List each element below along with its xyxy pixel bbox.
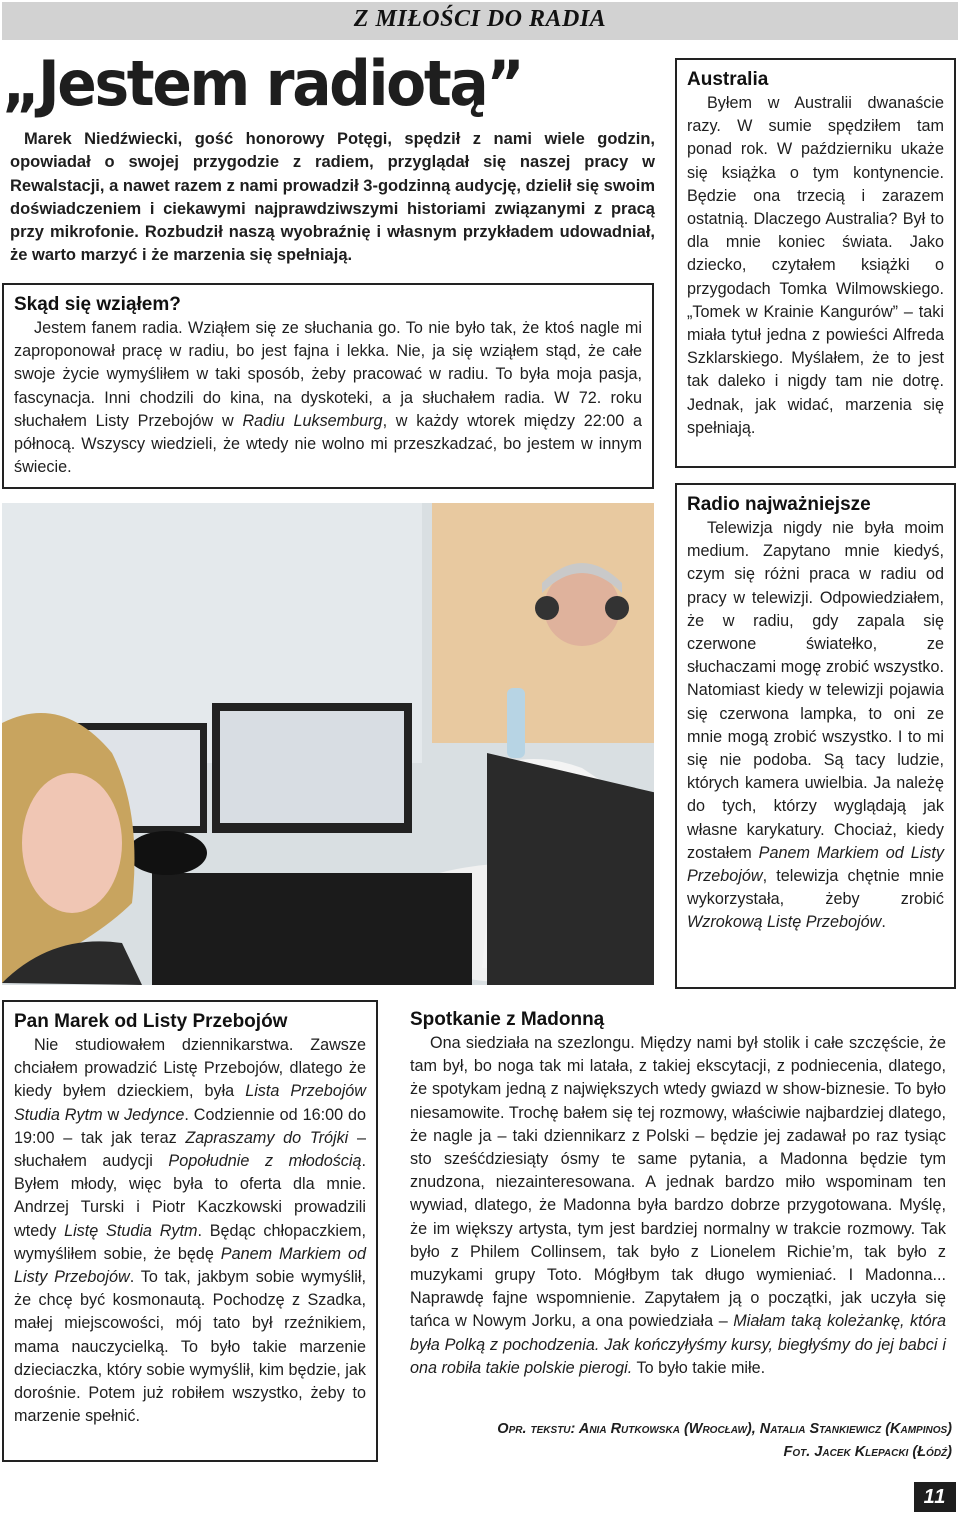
box-text: [687, 92, 944, 440]
credit-text-authors: Opr. tekstu: Ania Rutkowska (Wrocław), Natalia Stankiewicz (Kampinos): [497, 1421, 952, 1437]
text-part: Jestem fanem radia. Wziąłem się ze słuchania go. To nie było tak, że ktoś nagle mi zaproponował pracę w radiu, bo jest fajna i lekka. Nie, ja się wziąłem stąd, że całe swoje życie wymyśliłem w taki sposób, żeby pracować w radiu. To była moja pasja, fascynacja. Inni chodzili do kina, na dyskoteki, a ja słuchałem radia. W 72. roku słuchałem Listy Przebojów w: [14, 319, 642, 430]
text-part: Telewizja nigdy nie była moim medium. Zapytano mnie kiedyś, czym się różni praca w radiu od pracy w telewizji. Odpowiedziałem, że w radiu, gdy zapala się czerwone światełko, ze słuchaczami mogę zrobić wszystko. Natomiast kiedy w telewizji pojawia się czerwona lampka, to oni ze mnie mogą zrobić wszystko. I to mi się nie podoba. Są tacy ludzie, których kamera uwielbia. Ja należę do tych, którzy wyglądają jak własne karykatury. Chociaż, kiedy zostałem: [687, 519, 944, 862]
italic-part: Listę Studia Rytm: [64, 1221, 198, 1240]
text-part: , telewizja chętnie mnie wykorzystała, żeby zrobić: [687, 867, 944, 909]
box-pan-marek: [2, 1000, 378, 1462]
box-spotkanie-z-madonna: [398, 998, 958, 1406]
article-headline: „Jestem radiotą”: [2, 47, 523, 120]
box-title: Spotkanie z Madonną: [410, 1009, 605, 1030]
box-title: Australia: [687, 69, 769, 90]
italic-part: Popołudnie z młodością: [168, 1152, 362, 1171]
studio-photo: [2, 503, 654, 985]
text-part: . Byłem młody, więc była to oferta dla mnie. Andrzej Turski i Piotr Kaczkowski prowadzili wtedy: [14, 1152, 366, 1240]
page-number: 11: [923, 1486, 947, 1508]
italic-part: Wzrokową Listę Przebojów: [687, 913, 882, 932]
text-part: . To tak, jakbym sobie wymyślił, że chcę być kosmonautą. Pochodzę z Szadka, małej miejscowości, mój tato był rzeźnikiem, mama nauczycielką. To było takie marzenie dzieciaczka, który sobie wymyślił, kim będzie, jak dorośnie. Potem już robiłem wszystko, żeby to marzenie spełnić.: [14, 1268, 366, 1426]
text-part: w: [102, 1105, 125, 1124]
text-part: Byłem w Australii dwanaście razy. W sumie spędziłem tam ponad rok. W październiku ukaże się książka o tym kontynencie. Będzie ona trzecią i zarazem ostatnią. Dlaczego Australia? Był to dla mnie koniec świata. Jako dziecko, czytałem książki o przygodach Tomka Wilmowskiego. „Tomek w Krainie Kangurów” – taki miała tytuł jedna z powieści Alfreda Szklarskiego. Myślałem, że to jest tak daleko i nigdy tam nie dotrę. Jednak, jak widać, marzenia się spełniają.: [687, 94, 944, 437]
text-part: Nie studiowałem dziennikarstwa. Zawsze chciałem prowadzić Listę Przebojów, dlatego że kiedy byłem dzieckiem, była: [14, 1036, 366, 1101]
credit-photo-author: Fot. Jacek Klepacki (Łódź): [783, 1444, 952, 1460]
text-part: .: [881, 913, 886, 932]
box-text: [687, 517, 944, 935]
box-title: Radio najważniejsze: [687, 494, 871, 515]
box-title: Pan Marek od Listy Przebojów: [14, 1011, 288, 1032]
italic-part: Panem Markiem od Listy Przebojów: [687, 843, 944, 886]
text-part: , w każdy wtorek między 22:00 a północą. Wszyscy wiedzieli, że wtedy nie wolno mi przeszkadzać, bo jestem w innym świecie.: [14, 411, 642, 477]
text-part: Ona siedziała na szezlongu. Między nami był stolik i całe szczęście, że tam był, bo noga tak mi latała, z takiej ekscytacji, z podniecenia, dlatego, że spotykam jedną z największych wtedy gwiazd w show-biznesie. To było niesamowite. Trochę bałem się tej rozmowy, właściwie najbardziej dlatego, że nagle ja – taki dziennikarz z Polski – będzie jej zadawał po raz tysiąc sto sześćdziesiąty ósmy te same pytania, a Madonna będzie tym znudzona, niezainteresowana. A jednak bardzo miło wspominam ten wywiad, dlatego, że Madonna była bardzo dobrze przygotowana. Myślę, że im większy artysta, tym jest bardziej normalny w trakcie rozmowy. Tak było z Philem Collinsem, tak było z Lionelem Richie’m, tak było z muzykami grupy Toto. Mógłbym tak długo wymieniać. I Madonna... Naprawdę fajne wspomnienie. Zapytałem ją o początki, jak uczyła się tańca w Nowym Jorku, a ona powiedziała –: [410, 1034, 946, 1331]
box-radio-najwazniejsze: [675, 483, 956, 989]
box-text: [14, 317, 642, 479]
text-part: . Codziennie od 16:00 do 19:00 – tak jak teraz: [14, 1105, 366, 1147]
box-title: Skąd się wziąłem?: [14, 294, 181, 315]
text-part: – słuchałem audycji: [14, 1128, 366, 1171]
article-intro: [10, 128, 655, 268]
italic-part: Panem Markiem od Listy Przebojów: [14, 1244, 366, 1287]
text-part: . Będąc chłopaczkiem, wymyśliłem sobie, że będę: [14, 1221, 366, 1263]
box-australia: [675, 58, 956, 468]
section-header: Z MIŁOŚCI DO RADIA: [353, 6, 607, 32]
text-part: To było takie miłe.: [632, 1358, 766, 1377]
box-text: [410, 1032, 946, 1380]
box-text: [14, 1034, 366, 1428]
box-skad-sie-wzialem: [2, 283, 654, 489]
studio-photo-illustration: [2, 503, 654, 985]
italic-part: Zapraszamy do Trójki: [185, 1128, 349, 1147]
italic-part: Radiu Luksemburg: [242, 411, 383, 430]
italic-part: Miałam taką koleżankę, która była Polką z pochodzenia. Jak kończyłyśmy kursy, biegłyśmy do jej babci i ona robiła takie polskie pierogi.: [410, 1312, 946, 1377]
intro-text: Marek Niedźwiecki, gość honorowy Potęgi, spędził z nami wiele godzin, opowiadał o swojej przygodzie z radiem, przyglądał się naszej pracy w Rewalstacji, a nawet razem z nami prowadził 3-godzinną audycję, dzielił się swoim doświadczeniem i ciekawymi najprawdziwszymi historiami związanymi z pracą przy mikrofonie. Rozbudził naszą wyobraźnię i własnym przykładem udowadniał, że warto marzyć i że marzenia się spełniają.: [10, 130, 655, 265]
italic-part: Lista Przebojów Studia Rytm: [14, 1082, 366, 1124]
italic-part: Jedynce: [124, 1105, 185, 1124]
